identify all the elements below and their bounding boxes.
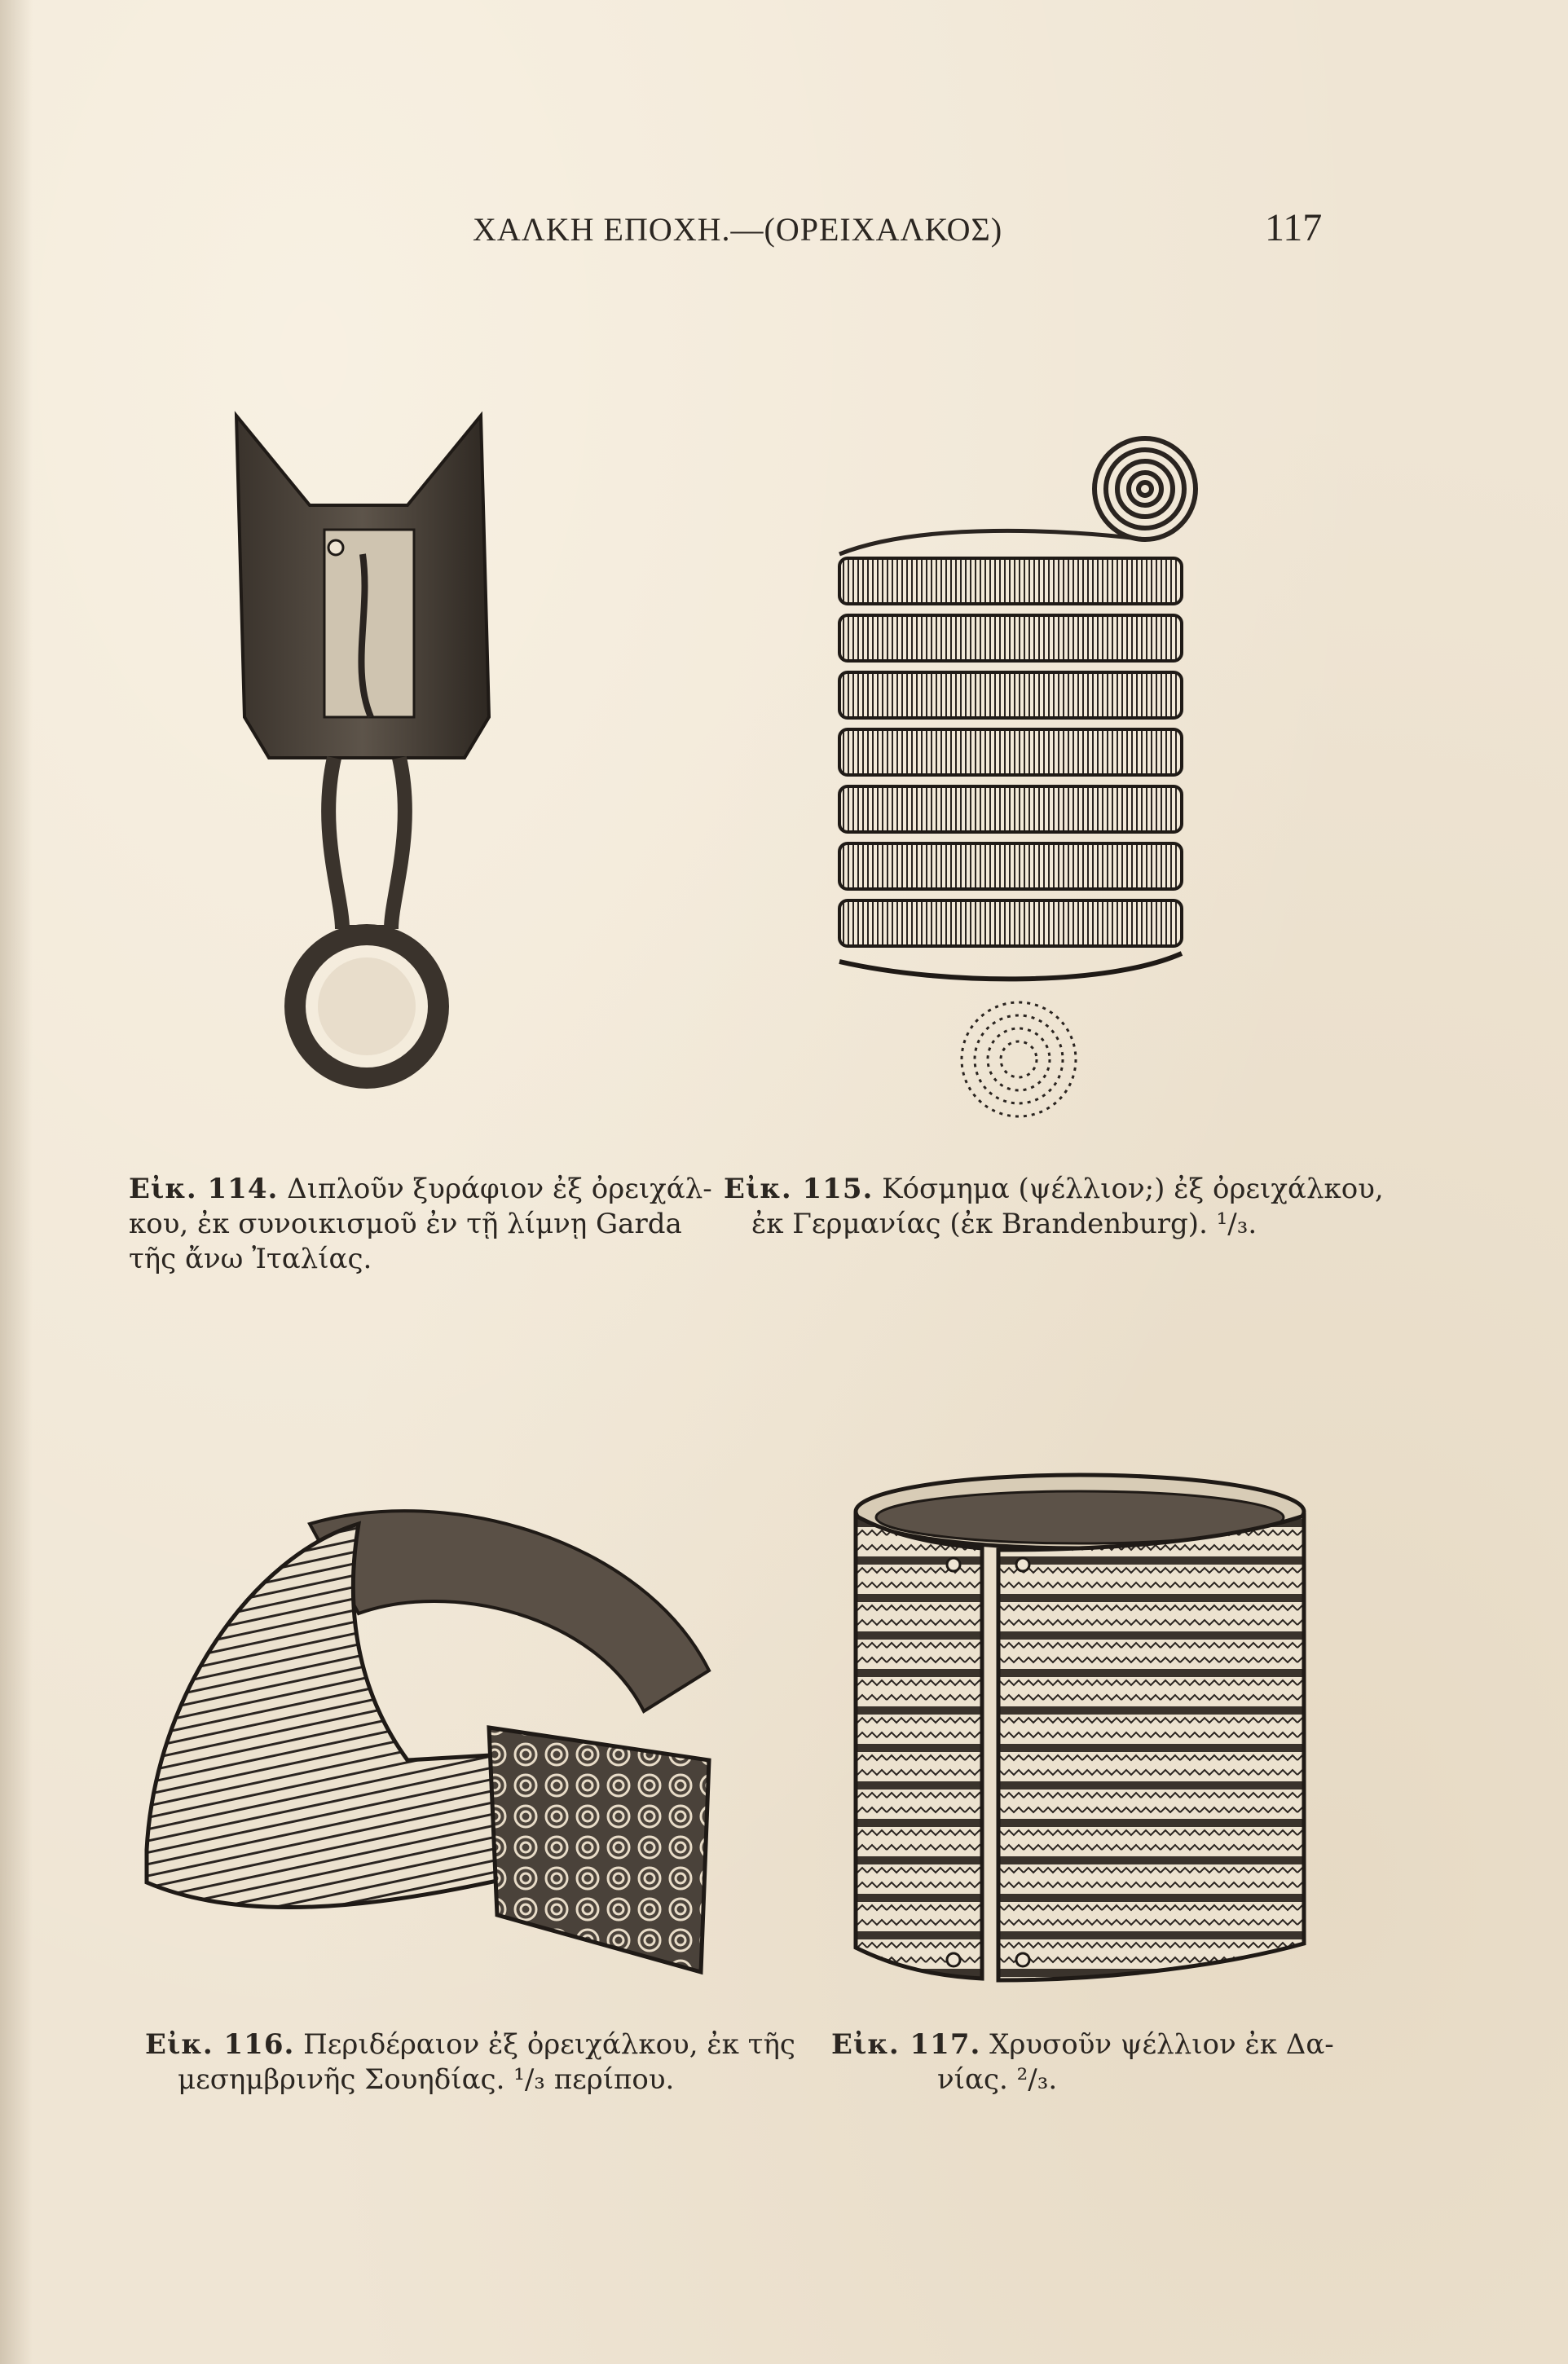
caption-116-line-1: Περιδέραιον ἐξ ὀρειχάλκου, ἐκ τῆς [294,2028,795,2061]
caption-115-line-1: Κόσμημα (ψέλλιον;) ἐξ ὀρειχάλκου, [873,1173,1384,1205]
caption-116-label: Εἰκ. 116. [145,2028,295,2061]
page-number: 117 [1265,206,1323,249]
caption-117-label: Εἰκ. 117. [831,2028,981,2061]
caption-117-line-2: νίας. ²/₃. [937,2063,1058,2096]
caption-114-line-1: Διπλοῦν ξυράφιον ἐξ ὀρειχάλ- [278,1173,712,1205]
running-header: ΧΑΛΚΗ ΕΠΟΧΗ.—(ΟΡΕΙΧΑΛΚΟΣ) [473,211,1003,248]
caption-117-line-1: Χρυσοῦν ψέλλιον ἐκ Δα- [980,2028,1334,2061]
caption-figure-116 [145,2027,795,2098]
caption-114-line-2: κου, ἐκ συνοικισμοῦ ἐν τῇ λίμνῃ Garda [129,1208,682,1240]
caption-115-line-2: ἐκ Γερμανίας (ἐκ Brandenburg). ¹/₃. [751,1208,1257,1240]
caption-figure-117 [831,2027,1337,2098]
figure-114-razor-illustration [220,407,513,1125]
figure-115-spiral-bracelet-illustration [823,424,1214,1141]
page-edge-shadow [0,0,33,2364]
caption-figure-115 [724,1172,1384,1242]
caption-114-label: Εἰκ. 114. [129,1173,279,1205]
figure-117-gold-bracelet-illustration [848,1467,1312,1988]
caption-114-line-3: τῆς ἄνω Ἰταλίας. [129,1243,372,1275]
caption-115-label: Εἰκ. 115. [724,1173,874,1205]
figure-116-collar-illustration [139,1491,742,2062]
caption-figure-114 [129,1172,712,1277]
caption-116-line-2: μεσημβρινῆς Σουηδίας. ¹/₃ περίπου. [178,2063,675,2096]
